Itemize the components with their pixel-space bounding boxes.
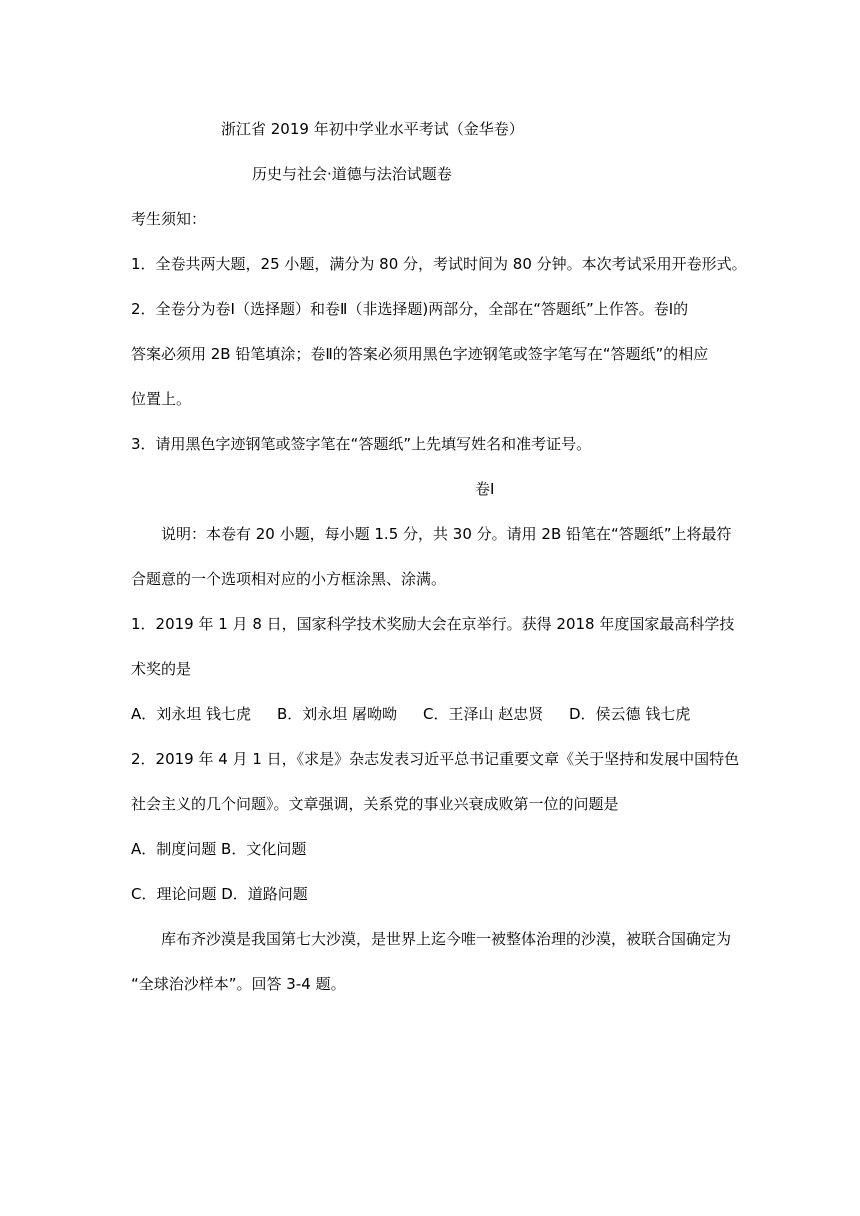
question-2-stem-line-2: 社会主义的几个问题》。文章强调，关系党的事业兴衰成败第一位的问题是: [131, 795, 619, 813]
notice-item-2-line-2: 答案必须用 2B 铅笔填涂；卷Ⅱ的答案必须用黑色字迹钢笔或签字笔写在“答题纸”的相应: [131, 345, 709, 363]
notice-item-1: 1．全卷共两大题，25 小题，满分为 80 分，考试时间为 80 分钟。本次考试采用开卷形式。: [131, 255, 747, 273]
material-line-1: 库布齐沙漠是我国第七大沙漠，是世界上迄今唯一被整体治理的沙漠，被联合国确定为: [161, 930, 732, 948]
notice-item-2-line-3: 位置上。: [131, 390, 192, 408]
material-line-2: “全球治沙样本”。回答 3-4 题。: [131, 975, 346, 993]
question-1-option-b: B．刘永坦 屠呦呦: [277, 705, 398, 723]
exam-title: 浙江省 2019 年初中学业水平考试（金华卷）: [221, 120, 524, 138]
exam-subtitle: 历史与社会·道德与法治试题卷: [252, 165, 452, 183]
section-title: 卷Ⅰ: [475, 480, 495, 498]
question-1-option-d: D．侯云德 钱七虎: [569, 705, 691, 723]
question-2-options-row-2: C．理论问题 D．道路问题: [131, 885, 308, 903]
section-intro-line-1: 说明：本卷有 20 小题，每小题 1.5 分，共 30 分。请用 2B 铅笔在“答题纸”上将最符: [161, 525, 732, 543]
notice-item-3: 3．请用黑色字迹钢笔或签字笔在“答题纸”上先填写姓名和准考证号。: [131, 435, 592, 453]
question-1-options: [131, 704, 690, 724]
notice-item-2-line-1: 2．全卷分为卷Ⅰ（选择题）和卷Ⅱ（非选择题)两部分，全部在“答题纸”上作答。卷Ⅰ的: [131, 300, 689, 318]
section-intro-line-2: 合题意的一个选项相对应的小方框涂黑、涂满。: [131, 570, 447, 588]
question-1-stem-line-2: 术奖的是: [131, 660, 192, 678]
question-1-option-c: C．王泽山 赵忠贤: [423, 705, 544, 723]
question-1-option-a: A．刘永坦 钱七虎: [131, 705, 252, 723]
notice-heading: 考生须知：: [131, 210, 207, 228]
question-2-stem-line-1: 2．2019 年 4 月 1 日，《求是》杂志发表习近平总书记重要文章《关于坚持和发展中国特色: [131, 750, 740, 768]
question-2-options-row-1: A．制度问题 B．文化问题: [131, 840, 307, 858]
question-1-stem-line-1: 1．2019 年 1 月 8 日，国家科学技术奖励大会在京举行。获得 2018 年度国家最高科学技: [131, 615, 735, 633]
